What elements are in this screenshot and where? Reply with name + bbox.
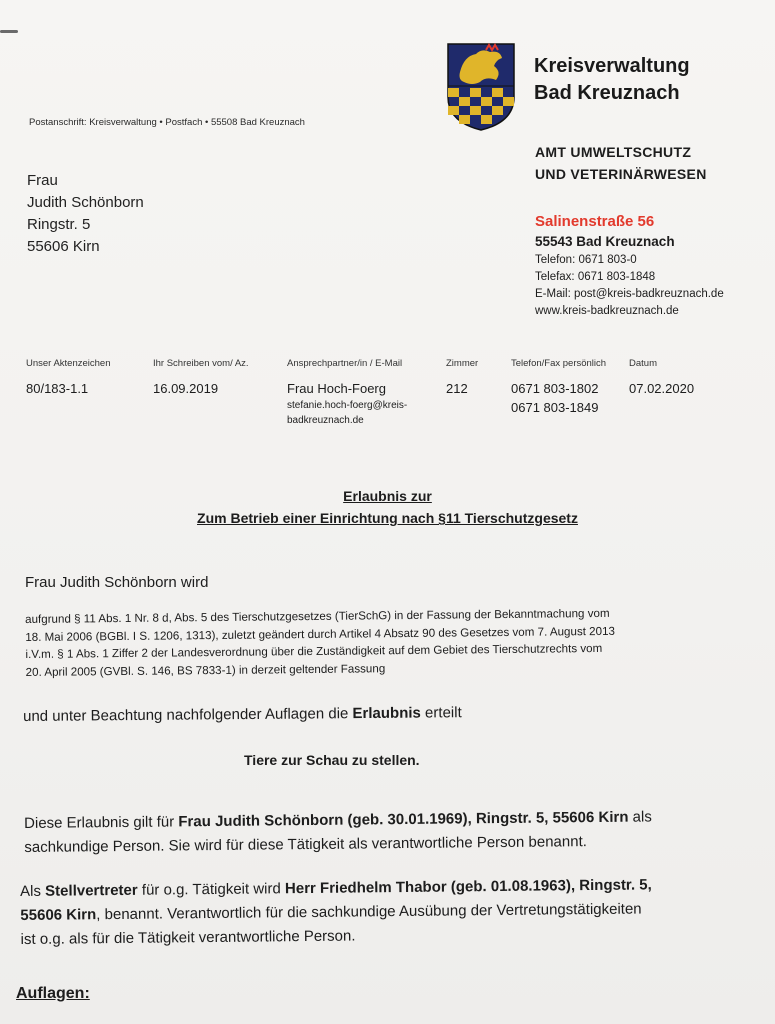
condition-sentence bbox=[23, 704, 462, 725]
postal-line: Postanschrift: Kreisverwaltung • Postfach • 55508 Bad Kreuznach bbox=[29, 117, 305, 128]
recipient-name: Judith Schönborn bbox=[27, 194, 144, 211]
ref-aktenzeichen bbox=[26, 358, 111, 398]
bold-span: Erlaubnis bbox=[352, 704, 421, 723]
ref-value: Frau Hoch-Foerg bbox=[287, 381, 386, 396]
ref-fax: 0671 803-1849 bbox=[511, 400, 599, 415]
ref-phone: 0671 803-1802 bbox=[511, 381, 599, 396]
subject-line-1: Erlaubnis zur bbox=[343, 488, 432, 504]
ref-ansprechpartner bbox=[287, 358, 407, 428]
text-span: Als bbox=[20, 882, 46, 900]
ref-telefon bbox=[511, 358, 606, 417]
coat-of-arms-icon bbox=[446, 42, 516, 132]
deputy-paragraph bbox=[20, 872, 771, 952]
validity-paragraph bbox=[24, 804, 744, 860]
text-span: erteilt bbox=[420, 704, 462, 722]
org-name bbox=[534, 53, 690, 107]
ref-value: 80/183-1.1 bbox=[26, 381, 89, 396]
office-email: E-Mail: post@kreis-badkreuznach.de bbox=[535, 288, 724, 300]
legal-basis-line: i.V.m. § 1 Abs. 1 Ziffer 2 der Landesverordnung über die Zuständigkeit auf dem Gebiet des Tierschutzrechts vom bbox=[25, 642, 603, 662]
office-address bbox=[535, 212, 724, 320]
subject-line-2: Zum Betrieb einer Einrichtung nach §11 Tierschutzgesetz bbox=[197, 510, 578, 526]
office-street: Salinenstraße 56 bbox=[535, 213, 655, 230]
ref-datum bbox=[629, 358, 694, 398]
department bbox=[535, 141, 707, 185]
ref-zimmer bbox=[446, 358, 478, 398]
ref-label: Zimmer bbox=[446, 358, 479, 369]
ref-label: Ansprechpartner/in / E-Mail bbox=[287, 358, 403, 369]
legal-basis-line: 18. Mai 2006 (BGBl. I S. 1206, 1313), zuletzt geändert durch Artikel 4 Absatz 90 des Gesetzes vom 7. August 2013 bbox=[25, 624, 616, 644]
bold-span: 55606 Kirn bbox=[20, 906, 97, 924]
office-city: 55543 Bad Kreuznach bbox=[535, 234, 675, 249]
deputy-line-3: ist o.g. als für die Tätigkeit verantwortliche Person. bbox=[20, 927, 356, 948]
ref-email-line-1: stefanie.hoch-foerg@kreis- bbox=[287, 400, 408, 411]
ref-schreiben bbox=[153, 358, 249, 398]
ref-value: 16.09.2019 bbox=[153, 381, 219, 396]
org-line-1: Kreisverwaltung bbox=[534, 55, 690, 77]
ref-value: 07.02.2020 bbox=[629, 381, 695, 396]
subject bbox=[0, 485, 775, 529]
text-span: als bbox=[628, 808, 652, 826]
text-span: und unter Beachtung nachfolgender Auflagen die bbox=[23, 705, 353, 725]
recipient-salutation: Frau bbox=[27, 172, 58, 189]
permit-holder-intro: Frau Judith Schönborn wird bbox=[25, 574, 209, 591]
ref-label: Datum bbox=[629, 358, 657, 369]
text-span: , benannt. Verantwortlich für die sachkundige Ausübung der Vertretungstätigkeiten bbox=[96, 900, 642, 924]
ref-value: 212 bbox=[446, 381, 468, 396]
ref-label: Unser Aktenzeichen bbox=[26, 358, 111, 369]
bold-span: Frau Judith Schönborn (geb. 30.01.1969), Ringstr. 5, 55606 Kirn bbox=[178, 808, 629, 831]
legal-basis bbox=[25, 604, 736, 682]
punch-mark bbox=[0, 30, 18, 33]
office-phone: Telefon: 0671 803-0 bbox=[535, 254, 637, 266]
permit-purpose: Tiere zur Schau zu stellen. bbox=[244, 752, 420, 768]
legal-basis-line: aufgrund § 11 Abs. 1 Nr. 8 d, Abs. 5 des Tierschutzgesetzes (TierSchG) in der Fassung der Bekanntmachung vom bbox=[25, 606, 610, 626]
recipient-street: Ringstr. 5 bbox=[27, 216, 91, 233]
dept-line-2: UND VETERINÄRWESEN bbox=[535, 166, 707, 182]
text-span: für o.g. Tätigkeit wird bbox=[137, 880, 286, 899]
ref-label: Ihr Schreiben vom/ Az. bbox=[153, 358, 249, 369]
office-fax: Telefax: 0671 803-1848 bbox=[535, 271, 656, 283]
bold-span: Stellvertreter bbox=[45, 881, 138, 900]
conditions-heading: Auflagen: bbox=[16, 985, 90, 1002]
recipient-address bbox=[27, 170, 144, 258]
recipient-city: 55606 Kirn bbox=[27, 238, 100, 255]
validity-line-2: sachkundige Person. Sie wird für diese Tätigkeit als verantwortliche Person benannt. bbox=[24, 833, 587, 856]
org-line-2: Bad Kreuznach bbox=[534, 82, 680, 104]
legal-basis-line: 20. April 2005 (GVBl. S. 146, BS 7833-1) in derzeit geltender Fassung bbox=[25, 662, 386, 679]
ref-email-line-2: badkreuznach.de bbox=[287, 415, 364, 426]
text-span: Diese Erlaubnis gilt für bbox=[24, 813, 179, 832]
ref-label: Telefon/Fax persönlich bbox=[511, 358, 607, 369]
office-website: www.kreis-badkreuznach.de bbox=[535, 305, 679, 317]
bold-span: Herr Friedhelm Thabor (geb. 01.08.1963), Ringstr. 5, bbox=[284, 876, 652, 898]
dept-line-1: AMT UMWELTSCHUTZ bbox=[535, 144, 692, 160]
